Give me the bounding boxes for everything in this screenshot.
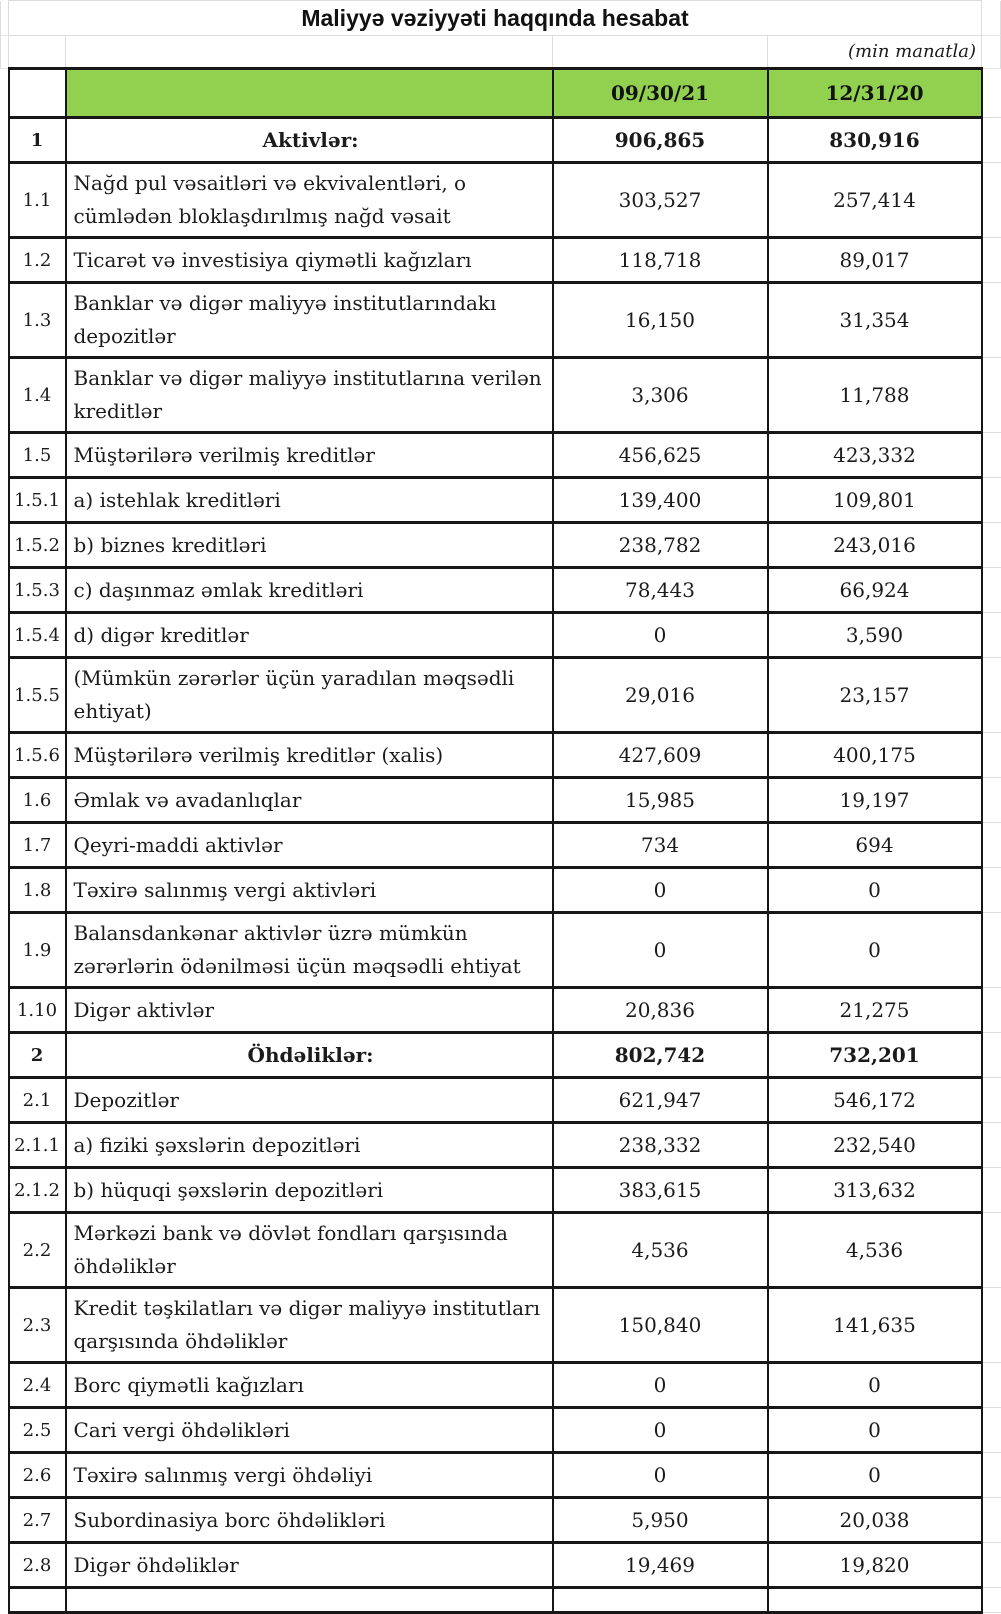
left-gutter-cell [1, 69, 9, 118]
row-number-cell[interactable]: 2.3 [9, 1288, 66, 1363]
left-gutter-cell [1, 433, 9, 478]
empty-cell[interactable] [9, 1588, 66, 1613]
right-gutter-cell [982, 69, 1001, 118]
left-gutter-cell [1, 283, 9, 358]
left-gutter-cell [1, 523, 9, 568]
right-gutter-cell [982, 163, 1001, 238]
right-gutter-cell [982, 1168, 1001, 1213]
value-cell-col1[interactable]: 456,625 [553, 433, 768, 478]
value-cell-col2[interactable]: 423,332 [768, 433, 982, 478]
left-gutter-cell [1, 1288, 9, 1363]
row-number-cell[interactable]: 1.6 [9, 778, 66, 823]
value-cell-col1[interactable]: 734 [553, 823, 768, 868]
right-gutter-cell [982, 1288, 1001, 1363]
table-row [1, 238, 1001, 283]
table-row [1, 733, 1001, 778]
value-cell-col1[interactable]: 118,718 [553, 238, 768, 283]
row-number-cell[interactable]: 1.1 [9, 163, 66, 238]
left-gutter-cell [1, 1363, 9, 1408]
row-label-cell[interactable]: (Mümkün zərərlər üçün yaradılan məqsədli ehtiyat) [66, 658, 553, 733]
row-label-cell[interactable]: Nağd pul vəsaitləri və ekvivalentləri, o cümlədən bloklaşdırılmış nağd vəsait [66, 163, 553, 238]
right-gutter-cell [982, 1588, 1001, 1613]
left-gutter-cell [1, 118, 9, 163]
table-row [1, 1078, 1001, 1123]
value-cell-col2[interactable]: 400,175 [768, 733, 982, 778]
row-number-cell[interactable]: 1.4 [9, 358, 66, 433]
right-gutter-cell [982, 868, 1001, 913]
value-cell-col2[interactable]: 732,201 [768, 1033, 982, 1078]
value-cell-col1[interactable]: 0 [553, 1408, 768, 1453]
row-label-cell[interactable]: Öhdəliklər: [66, 1033, 553, 1078]
value-cell-col2[interactable]: 3,590 [768, 613, 982, 658]
right-gutter-cell [982, 36, 1001, 69]
value-cell-col2[interactable]: 0 [768, 868, 982, 913]
value-cell-col2[interactable]: 546,172 [768, 1078, 982, 1123]
value-cell-col1[interactable]: 0 [553, 1363, 768, 1408]
row-label-cell[interactable]: Aktivlər: [66, 118, 553, 163]
row-label-cell[interactable]: Ticarət və investisiya qiymətli kağızları [66, 238, 553, 283]
value-cell-col2[interactable]: 19,820 [768, 1543, 982, 1588]
row-label-cell[interactable]: Balansdankənar aktivlər üzrə mümkün zərərlərin ödənilməsi üçün məqsədli ehtiyat [66, 913, 553, 988]
left-gutter-cell [1, 988, 9, 1033]
value-cell-col2[interactable]: 141,635 [768, 1288, 982, 1363]
row-label-cell[interactable]: Digər öhdəliklər [66, 1543, 553, 1588]
table-row [1, 658, 1001, 733]
value-cell-col2[interactable]: 694 [768, 823, 982, 868]
empty-cell[interactable] [66, 1588, 553, 1613]
left-gutter-cell [1, 868, 9, 913]
row-number-cell[interactable]: 2 [9, 1033, 66, 1078]
value-cell-col1[interactable]: 16,150 [553, 283, 768, 358]
right-gutter-cell [982, 523, 1001, 568]
value-cell-col1[interactable]: 150,840 [553, 1288, 768, 1363]
right-gutter-cell [982, 823, 1001, 868]
row-label-cell[interactable]: Borc qiymətli kağızları [66, 1363, 553, 1408]
row-label-cell[interactable]: Subordinasiya borc öhdəlikləri [66, 1498, 553, 1543]
row-number-cell[interactable]: 2.1.1 [9, 1123, 66, 1168]
right-gutter-cell [982, 1213, 1001, 1288]
row-number-cell[interactable]: 2.6 [9, 1453, 66, 1498]
row-number-cell[interactable]: 1.5 [9, 433, 66, 478]
left-gutter-cell [1, 778, 9, 823]
value-cell-col2[interactable]: 313,632 [768, 1168, 982, 1213]
left-gutter-cell [1, 1588, 9, 1613]
empty-cell[interactable] [9, 36, 66, 69]
table-row [1, 823, 1001, 868]
row-number-cell[interactable]: 1.8 [9, 868, 66, 913]
right-gutter-cell [982, 478, 1001, 523]
row-label-cell[interactable]: a) istehlak kreditləri [66, 478, 553, 523]
row-label-cell[interactable]: Təxirə salınmış vergi aktivləri [66, 868, 553, 913]
value-cell-col2[interactable]: 0 [768, 913, 982, 988]
right-gutter-cell [982, 613, 1001, 658]
table-row [1, 1543, 1001, 1588]
left-gutter-cell [1, 823, 9, 868]
value-cell-col2[interactable]: 0 [768, 1453, 982, 1498]
value-cell-col2[interactable]: 21,275 [768, 988, 982, 1033]
header-label-cell[interactable] [66, 69, 553, 118]
left-gutter-cell [1, 1168, 9, 1213]
right-gutter-cell [982, 658, 1001, 733]
right-gutter-cell [982, 1, 1001, 36]
value-cell-col1[interactable]: 238,782 [553, 523, 768, 568]
table-row [1, 1123, 1001, 1168]
row-number-cell[interactable]: 1.10 [9, 988, 66, 1033]
left-gutter-cell [1, 1, 9, 36]
row-label-cell[interactable]: a) fiziki şəxslərin depozitləri [66, 1123, 553, 1168]
value-cell-col1[interactable]: 906,865 [553, 118, 768, 163]
value-cell-col1[interactable]: 5,950 [553, 1498, 768, 1543]
row-label-cell[interactable]: Kredit təşkilatları və digər maliyyə institutları qarşısında öhdəliklər [66, 1288, 553, 1363]
left-gutter-cell [1, 163, 9, 238]
right-gutter-cell [982, 1078, 1001, 1123]
value-cell-col1[interactable]: 427,609 [553, 733, 768, 778]
right-gutter-cell [982, 1123, 1001, 1168]
value-cell-col2[interactable]: 19,197 [768, 778, 982, 823]
value-cell-col1[interactable]: 15,985 [553, 778, 768, 823]
left-gutter-cell [1, 358, 9, 433]
right-gutter-cell [982, 778, 1001, 823]
left-gutter-cell [1, 478, 9, 523]
page-title: Maliyyə vəziyyəti haqqında hesabat [9, 1, 982, 36]
left-gutter-cell [1, 613, 9, 658]
right-gutter-cell [982, 913, 1001, 988]
value-cell-col1[interactable]: 383,615 [553, 1168, 768, 1213]
row-label-cell[interactable]: Digər aktivlər [66, 988, 553, 1033]
left-gutter-cell [1, 238, 9, 283]
right-gutter-cell [982, 433, 1001, 478]
value-cell-col1[interactable]: 303,527 [553, 163, 768, 238]
left-gutter-cell [1, 1543, 9, 1588]
right-gutter-cell [982, 568, 1001, 613]
right-gutter-cell [982, 358, 1001, 433]
value-cell-col2[interactable]: 4,536 [768, 1213, 982, 1288]
left-gutter-cell [1, 568, 9, 613]
value-cell-col2[interactable]: 243,016 [768, 523, 982, 568]
row-label-cell[interactable]: Banklar və digər maliyyə institutlarındakı depozitlər [66, 283, 553, 358]
value-cell-col2[interactable]: 232,540 [768, 1123, 982, 1168]
row-number-cell[interactable]: 2.5 [9, 1408, 66, 1453]
row-number-cell[interactable]: 1.5.5 [9, 658, 66, 733]
value-cell-col2[interactable]: 257,414 [768, 163, 982, 238]
table-row [1, 568, 1001, 613]
partial-empty-row [1, 1588, 1001, 1613]
value-cell-col2[interactable]: 89,017 [768, 238, 982, 283]
left-gutter-cell [1, 1123, 9, 1168]
unit-note[interactable]: (min manatla) [768, 36, 982, 69]
table-row [1, 358, 1001, 433]
empty-cell[interactable] [553, 1588, 768, 1613]
right-gutter-cell [982, 988, 1001, 1033]
value-cell-col1[interactable]: 29,016 [553, 658, 768, 733]
row-number-cell[interactable]: 2.4 [9, 1363, 66, 1408]
table-row [1, 163, 1001, 238]
table-row [1, 433, 1001, 478]
row-number-cell[interactable]: 1.5.3 [9, 568, 66, 613]
table-row [1, 988, 1001, 1033]
row-label-cell[interactable]: Əmlak və avadanlıqlar [66, 778, 553, 823]
row-label-cell[interactable]: Müştərilərə verilmiş kreditlər (xalis) [66, 733, 553, 778]
value-cell-col1[interactable]: 20,836 [553, 988, 768, 1033]
row-label-cell[interactable]: Cari vergi öhdəlikləri [66, 1408, 553, 1453]
left-gutter-cell [1, 36, 9, 69]
table-row [1, 1363, 1001, 1408]
row-number-cell[interactable]: 1.5.2 [9, 523, 66, 568]
value-cell-col2[interactable]: 0 [768, 1408, 982, 1453]
value-cell-col1[interactable]: 238,332 [553, 1123, 768, 1168]
value-cell-col2[interactable]: 109,801 [768, 478, 982, 523]
left-gutter-cell [1, 658, 9, 733]
row-number-cell[interactable]: 2.8 [9, 1543, 66, 1588]
table-row [1, 118, 1001, 163]
right-gutter-cell [982, 1498, 1001, 1543]
table-row [1, 868, 1001, 913]
value-cell-col1[interactable]: 3,306 [553, 358, 768, 433]
row-number-cell[interactable]: 1.5.1 [9, 478, 66, 523]
row-label-cell[interactable]: c) daşınmaz əmlak kreditləri [66, 568, 553, 613]
value-cell-col2[interactable]: 23,157 [768, 658, 982, 733]
right-gutter-cell [982, 118, 1001, 163]
right-gutter-cell [982, 733, 1001, 778]
value-cell-col1[interactable]: 0 [553, 613, 768, 658]
empty-cell[interactable] [768, 1588, 982, 1613]
value-cell-col2[interactable]: 830,916 [768, 118, 982, 163]
row-number-cell[interactable]: 1.2 [9, 238, 66, 283]
value-cell-col2[interactable]: 31,354 [768, 283, 982, 358]
right-gutter-cell [982, 1033, 1001, 1078]
row-label-cell[interactable]: Təxirə salınmış vergi öhdəliyi [66, 1453, 553, 1498]
header-date-col1[interactable]: 09/30/21 [553, 69, 768, 118]
value-cell-col2[interactable]: 20,038 [768, 1498, 982, 1543]
right-gutter-cell [982, 1408, 1001, 1453]
row-number-cell[interactable]: 1.9 [9, 913, 66, 988]
row-label-cell[interactable]: Depozitlər [66, 1078, 553, 1123]
row-label-cell[interactable]: Mərkəzi bank və dövlət fondları qarşısında öhdəliklər [66, 1213, 553, 1288]
table-row [1, 1498, 1001, 1543]
row-label-cell[interactable]: b) hüquqi şəxslərin depozitləri [66, 1168, 553, 1213]
value-cell-col1[interactable]: 621,947 [553, 1078, 768, 1123]
left-gutter-cell [1, 733, 9, 778]
table-row [1, 1213, 1001, 1288]
right-gutter-cell [982, 283, 1001, 358]
right-gutter-cell [982, 1363, 1001, 1408]
empty-cell[interactable] [66, 36, 553, 69]
table-row [1, 1453, 1001, 1498]
value-cell-col2[interactable]: 66,924 [768, 568, 982, 613]
row-label-cell[interactable]: d) digər kreditlər [66, 613, 553, 658]
value-cell-col1[interactable]: 4,536 [553, 1213, 768, 1288]
table-row [1, 1288, 1001, 1363]
value-cell-col1[interactable]: 78,443 [553, 568, 768, 613]
table-row [1, 283, 1001, 358]
row-number-cell[interactable]: 2.2 [9, 1213, 66, 1288]
table-row [1, 1033, 1001, 1078]
left-gutter-cell [1, 1078, 9, 1123]
table-row [1, 913, 1001, 988]
row-number-cell[interactable]: 2.1 [9, 1078, 66, 1123]
row-number-cell[interactable]: 2.7 [9, 1498, 66, 1543]
value-cell-col1[interactable]: 0 [553, 913, 768, 988]
header-date-col2[interactable]: 12/31/20 [768, 69, 982, 118]
left-gutter-cell [1, 1408, 9, 1453]
left-gutter-cell [1, 1213, 9, 1288]
row-label-cell[interactable]: Müştərilərə verilmiş kreditlər [66, 433, 553, 478]
unit-note-row [1, 36, 1001, 69]
row-label-cell[interactable]: Banklar və digər maliyyə institutlarına verilən kreditlər [66, 358, 553, 433]
table-row [1, 778, 1001, 823]
empty-cell[interactable] [553, 36, 768, 69]
value-cell-col2[interactable]: 11,788 [768, 358, 982, 433]
right-gutter-cell [982, 1453, 1001, 1498]
table-row [1, 1168, 1001, 1213]
value-cell-col2[interactable]: 0 [768, 1363, 982, 1408]
row-number-cell[interactable]: 2.1.2 [9, 1168, 66, 1213]
table-row [1, 523, 1001, 568]
row-number-cell[interactable]: 1 [9, 118, 66, 163]
row-number-cell[interactable]: 1.5.6 [9, 733, 66, 778]
right-gutter-cell [982, 1543, 1001, 1588]
right-gutter-cell [982, 238, 1001, 283]
left-gutter-cell [1, 1498, 9, 1543]
header-number-cell[interactable] [9, 69, 66, 118]
title-row [1, 1, 1001, 36]
table-row [1, 478, 1001, 523]
row-number-cell[interactable]: 1.7 [9, 823, 66, 868]
row-number-cell[interactable]: 1.3 [9, 283, 66, 358]
left-gutter-cell [1, 1033, 9, 1078]
value-cell-col1[interactable]: 802,742 [553, 1033, 768, 1078]
left-gutter-cell [1, 1453, 9, 1498]
row-label-cell[interactable]: Qeyri-maddi aktivlər [66, 823, 553, 868]
value-cell-col1[interactable]: 0 [553, 1453, 768, 1498]
table-row [1, 1408, 1001, 1453]
value-cell-col1[interactable]: 139,400 [553, 478, 768, 523]
row-number-cell[interactable]: 1.5.4 [9, 613, 66, 658]
column-header-row [1, 69, 1001, 118]
table-row [1, 613, 1001, 658]
left-gutter-cell [1, 913, 9, 988]
value-cell-col1[interactable]: 19,469 [553, 1543, 768, 1588]
value-cell-col1[interactable]: 0 [553, 868, 768, 913]
row-label-cell[interactable]: b) biznes kreditləri [66, 523, 553, 568]
